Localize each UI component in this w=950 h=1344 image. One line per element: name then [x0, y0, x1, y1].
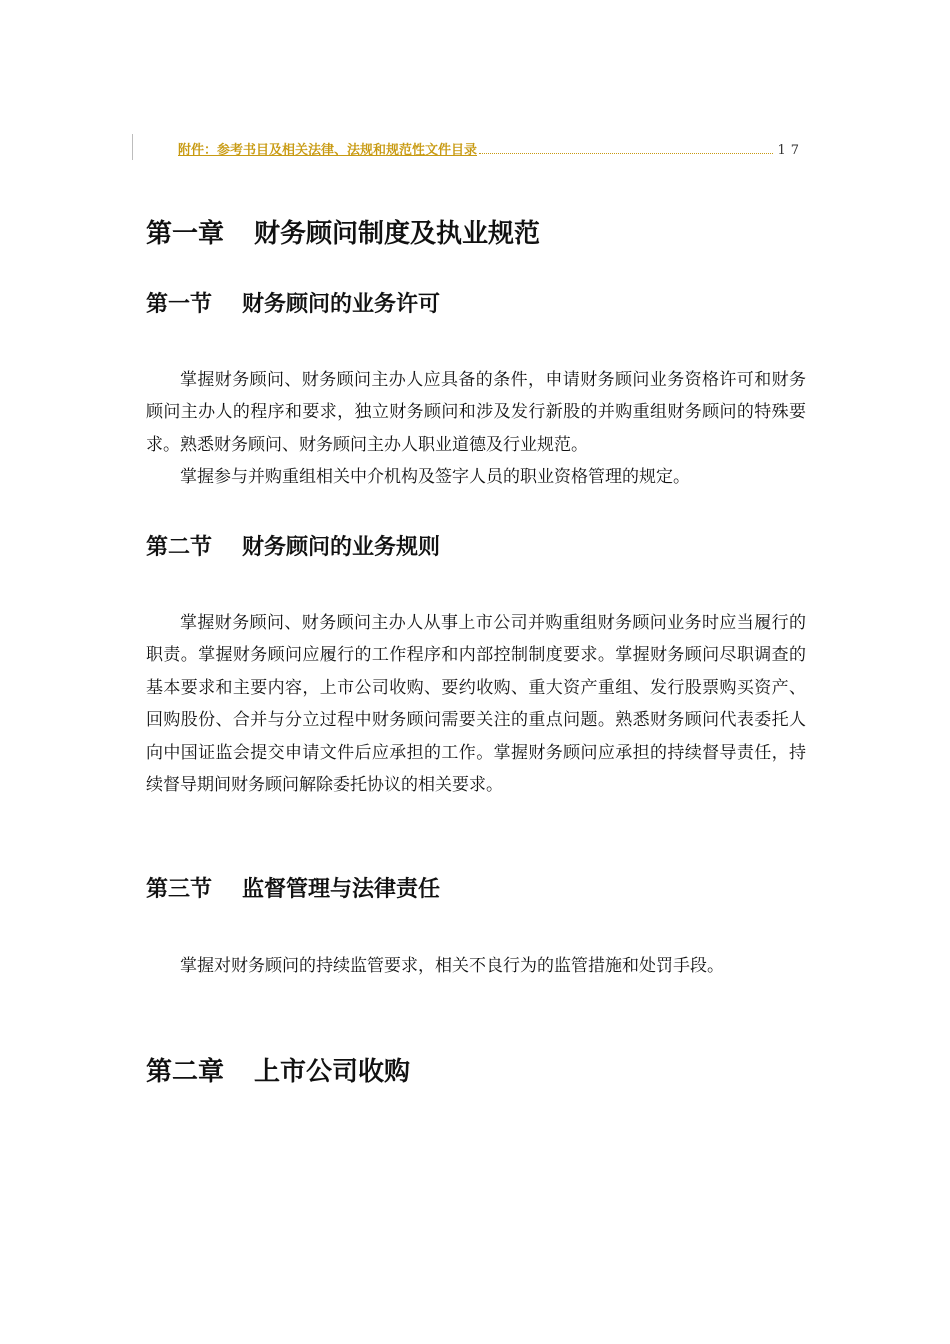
chapter-2-heading	[146, 1051, 410, 1088]
toc-page-number: 17	[777, 143, 804, 158]
section-3-paragraph-1: 掌握对财务顾问的持续监管要求，相关不良行为的监管措施和处罚手段。	[180, 956, 724, 976]
toc-dot-leader	[479, 153, 773, 154]
section-1-paragraph-1: 掌握财务顾问、财务顾问主办人应具备的条件，申请财务顾问业务资格许可和财务顾问主办人的程序和要求，独立财务顾问和涉及发行新股的并购重组财务顾问的特殊要求。熟悉财务顾问、财务顾问主办人职业道德及行业规范。	[146, 370, 806, 455]
section-1-paragraph-2: 掌握参与并购重组相关中介机构及签字人员的职业资格管理的规定。	[180, 467, 690, 487]
chapter-2-number: 第二章	[146, 1057, 225, 1087]
section-2-number: 第二节	[146, 534, 213, 560]
section-1-number: 第一节	[146, 291, 213, 317]
section-3-title: 监督管理与法律责任	[242, 876, 441, 902]
chapter-1-title: 财务顾问制度及执业规范	[254, 219, 541, 249]
chapter-2-title: 上市公司收购	[254, 1057, 411, 1087]
toc-margin-bar	[132, 134, 133, 160]
toc-entry[interactable]	[178, 138, 804, 158]
section-1-heading	[146, 287, 440, 318]
section-2-paragraph-1: 掌握财务顾问、财务顾问主办人从事上市公司并购重组财务顾问业务时应当履行的职责。掌握财务顾问应履行的工作程序和内部控制制度要求。掌握财务顾问尽职调查的基本要求和主要内容，上市公司收购、要约收购、重大资产重组、发行股票购买资产、回购股份、合并与分立过程中财务顾问需要关注的重点问题。熟悉财务顾问代表委托人向中国证监会提交申请文件后应承担的工作。掌握财务顾问应承担的持续督导责任，持续督导期间财务顾问解除委托协议的相关要求。	[146, 613, 806, 796]
section-1-title: 财务顾问的业务许可	[242, 291, 441, 317]
section-2-heading	[146, 530, 440, 561]
section-2-title: 财务顾问的业务规则	[242, 534, 441, 560]
section-3-heading	[146, 872, 440, 903]
chapter-1-number: 第一章	[146, 219, 225, 249]
toc-entry-link[interactable]: 附件：参考书目及相关法律、法规和规范性文件目录	[178, 143, 478, 158]
chapter-1-heading	[146, 213, 540, 250]
section-3-number: 第三节	[146, 876, 213, 902]
